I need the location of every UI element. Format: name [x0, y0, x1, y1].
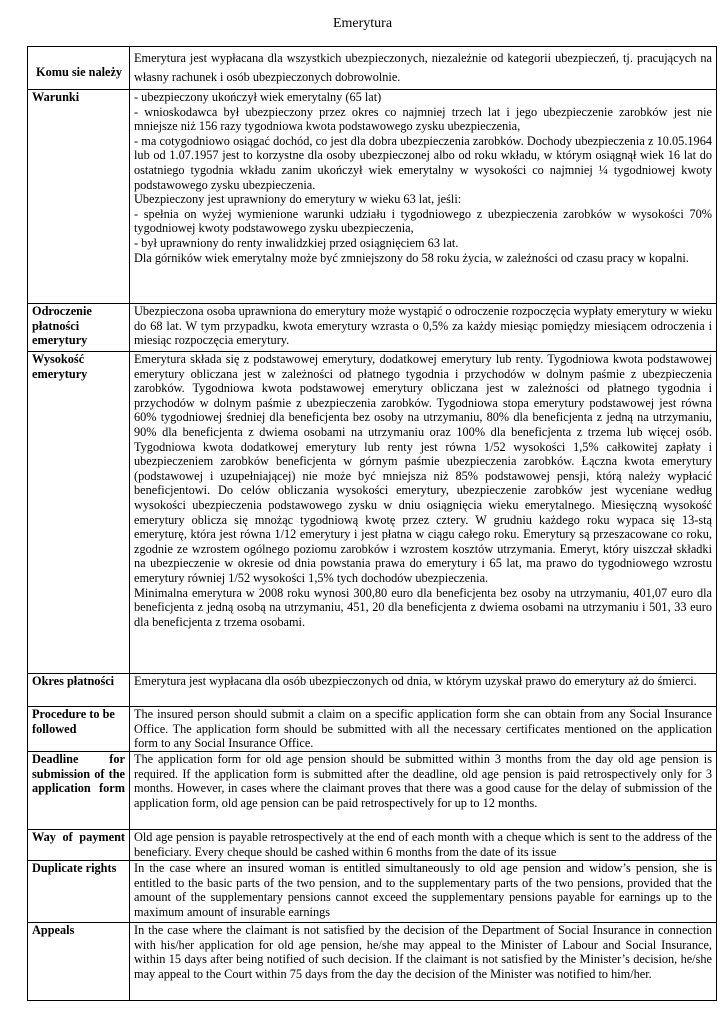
- table-row: [28, 674, 717, 707]
- row-label-okres: Okres płatności: [28, 674, 130, 707]
- row-content-wysokosc: [130, 352, 717, 674]
- row-content-warunki: [130, 90, 717, 304]
- condition-line: - był uprawniony do renty inwalidzkiej przed osiągnięciem 63 lat.: [134, 235, 459, 250]
- condition-line: - spełnia on wyżej wymienione warunki udziału i tygodniowego z ubezpieczenia zarobków w wysokości 70% tygodniowej kwoty podstawowego zysku ubezpieczenia,: [134, 206, 712, 236]
- table-row: [28, 47, 717, 90]
- table-row: [28, 861, 717, 923]
- table-row: [28, 352, 717, 674]
- row-label-komu: Komu sie należy: [28, 47, 130, 90]
- condition-line: - wnioskodawca był ubezpieczony przez okres co najmniej trzech lat i jego ubezpieczenie zarobków jest nie mniejsze niż 156 razy tygodniowa kwota podstawowego zysku ubezpieczenia,: [134, 104, 712, 134]
- table-row: [28, 90, 717, 304]
- condition-line: - ma cotygodniowo osiągać dochód, co jest dla dobra ubezpieczenia zarobków. Dochody ubezpieczenia z 10.05.1964 lub od 1.07.1957 jest to korzystne dla osoby ubezpieczonej albo od roku wkładu, w którym osiągnął wiek 16 lat do ostatniego tygodnia wkładu zanim ukończył wiek emerytalny w wysokości co najmniej ¼ tygodniowej kwoty podstawowego zysku ubezpieczenia.: [134, 133, 712, 192]
- row-label-duplicate: Duplicate rights: [28, 861, 130, 923]
- row-label-warunki: Warunki: [28, 90, 130, 304]
- row-content-deadline: The application form for old age pension should be submitted within 3 months from the day old age pension is required. If the application form is submitted after the deadline, old age pension is paid retrospectively only for 3 months. However, in cases where the claimant proves that there was a good cause for the delay of submission of the application form, old age pension can be paid retrospectively for up to 12 months.: [130, 752, 717, 830]
- table-row: [28, 923, 717, 1001]
- pension-info-table: [27, 46, 717, 1001]
- document-title: Emerytura: [332, 16, 393, 31]
- condition-line: - ubezpieczony ukończył wiek emerytalny (65 lat): [134, 90, 382, 104]
- row-label-way-of-payment: Way of payment: [28, 830, 130, 861]
- row-label-appeals: Appeals: [28, 923, 130, 1001]
- row-label-deadline: Deadline for submission of the application form: [28, 752, 130, 830]
- row-content-komu: Emerytura jest wypłacana dla wszystkich ubezpieczonych, niezależnie od kategorii ubezpieczeń, tj. pracujących na własny rachunek i osób ubezpieczonych dobrowolnie.: [130, 47, 717, 90]
- table-row: [28, 707, 717, 752]
- condition-line: Dla górników wiek emerytalny może być zmniejszony do 58 roku życia, w zależności od czasu pracy w kopalni.: [134, 250, 689, 265]
- table-row: [28, 752, 717, 830]
- table-row: [28, 304, 717, 352]
- row-label-wysokosc: Wysokość emerytury: [28, 352, 130, 674]
- row-content-way-of-payment: Old age pension is payable retrospectively at the end of each month with a cheque which is sent to the address of the beneficiary. Every cheque should be cashed within 6 months from the date of its issue: [130, 830, 717, 861]
- row-label-procedure: Procedure to be followed: [28, 707, 130, 752]
- row-content-appeals: In the case where the claimant is not satisfied by the decision of the Department of Social Insurance in connection with his/her application for old age pension, he/she may appeal to the Minister of Labour and Social Insurance, within 15 days after being notified of such decision. If the claimant is not satisfied by the Minister’s decision, he/she may appeal to the Court within 75 days from the day the decision of the Minister was notified to him/her.: [130, 923, 717, 1001]
- minimum-pension-paragraph: Minimalna emerytura w 2008 roku wynosi 300,80 euro dla beneficjenta bez osoby na utrzymaniu, 401,07 euro dla beneficjenta z jedną osobą na utrzymaniu, 451, 20 dla beneficjenta z dwiema osobami na utrzymaniu i 501, 33 euro dla beneficjenta z trzema osobami.: [134, 585, 712, 629]
- row-content-odroczenie: Ubezpieczona osoba uprawniona do emerytury może wystąpić o odroczenie rozpoczęcia wypłaty emerytury w wieku do 68 lat. W tym przypadku, kwota emerytury wzrasta o 0,5% za każdy miesiąc pomiędzy miesiącem odroczenia i miesiąc rozpoczęcia emerytury.: [130, 304, 717, 352]
- row-content-duplicate: In the case where an insured woman is entitled simultaneously to old age pension and widow’s pension, she is entitled to the basic parts of the two pension, and to the supplementary parts of the two pensions, provided that the amount of the supplementary pensions cannot exceed the supplementary pensions payable for earnings up to the maximum amount of insurable earnings: [130, 861, 717, 923]
- amount-paragraph: Emerytura składa się z podstawowej emerytury, dodatkowej emerytury lub renty. Tygodniowa kwota podstawowej emerytury obliczana jest w zależności od płatnego tygodnia i przychodów w dolnym paśmie z ubezpieczenia zarobków. Tygodniowa kwota podstawowej emerytury obliczana jest w zależności od płatnego tygodnia i przychodów w dolnym paśmie z ubezpieczenia zarobków. Tygodniowa stopa emerytury podstawowej jest równa 60% tygodniowej średniej dla beneficjenta bez osoby na utrzymaniu, 80% dla beneficjenta z jedną na utrzymaniu, 90% dla beneficjenta z dwiema osobami na utrzymaniu oraz 100% dla beneficjenta z trzema lub więcej osób. Tygodniowa kwota dodatkowej emerytury lub renty jest równa 1/52 wysokości 1,5% całkowitej zapłaty i ubezpieczeniem zarobków beneficjenta w górnym paśmie ubezpieczenia zarobków. Łączna kwota emerytury (podstawowej i uzupełniającej) nie może być mniejsza niż 85% podstawowej pensji, którą należy wypłacić beneficjentowi. Do celów obliczania wysokości emerytury, ubezpieczenie zarobków jest wyceniane według wysokości ubezpieczenia podstawowego zysku w dniu osiągnięcia wieku emerytalnego. Miesięczną wysokość emerytury oblicza się mnożąc tygodniową kwotę przez cztery. W grudniu każdego roku wypaca się 13-stą emeryturę, która jest równa 1/12 emerytury i jest płatna w ciągu całego roku. Emerytury są przeszacowane co roku, zgodnie ze wzrostem ogólnego poziomu zarobków i wzrostem kosztów utrzymania. Emeryt, który uiszczał składki na ubezpieczenie w okresie od dnia powstania prawa do emerytury i 65 lat, ma prawo do tygodniowego wzrostu emerytury równiej 1/52 wysokości 1,5% tych dochodów ubezpieczenia.: [134, 352, 712, 585]
- table-row: [28, 830, 717, 861]
- row-label-odroczenie: Odroczenie płatności emerytury: [28, 304, 130, 352]
- row-content-okres: Emerytura jest wypłacana dla osób ubezpieczonych od dnia, w którym uzyskał prawo do emerytury aż do śmierci.: [130, 674, 717, 707]
- row-content-procedure: The insured person should submit a claim on a specific application form she can obtain from any Social Insurance Office. The application form should be submitted with all the necessary certificates mentioned on the application form to any Social Insurance Office.: [130, 707, 717, 752]
- condition-line: Ubezpieczony jest uprawniony do emerytury w wieku 63 lat, jeśli:: [134, 192, 462, 207]
